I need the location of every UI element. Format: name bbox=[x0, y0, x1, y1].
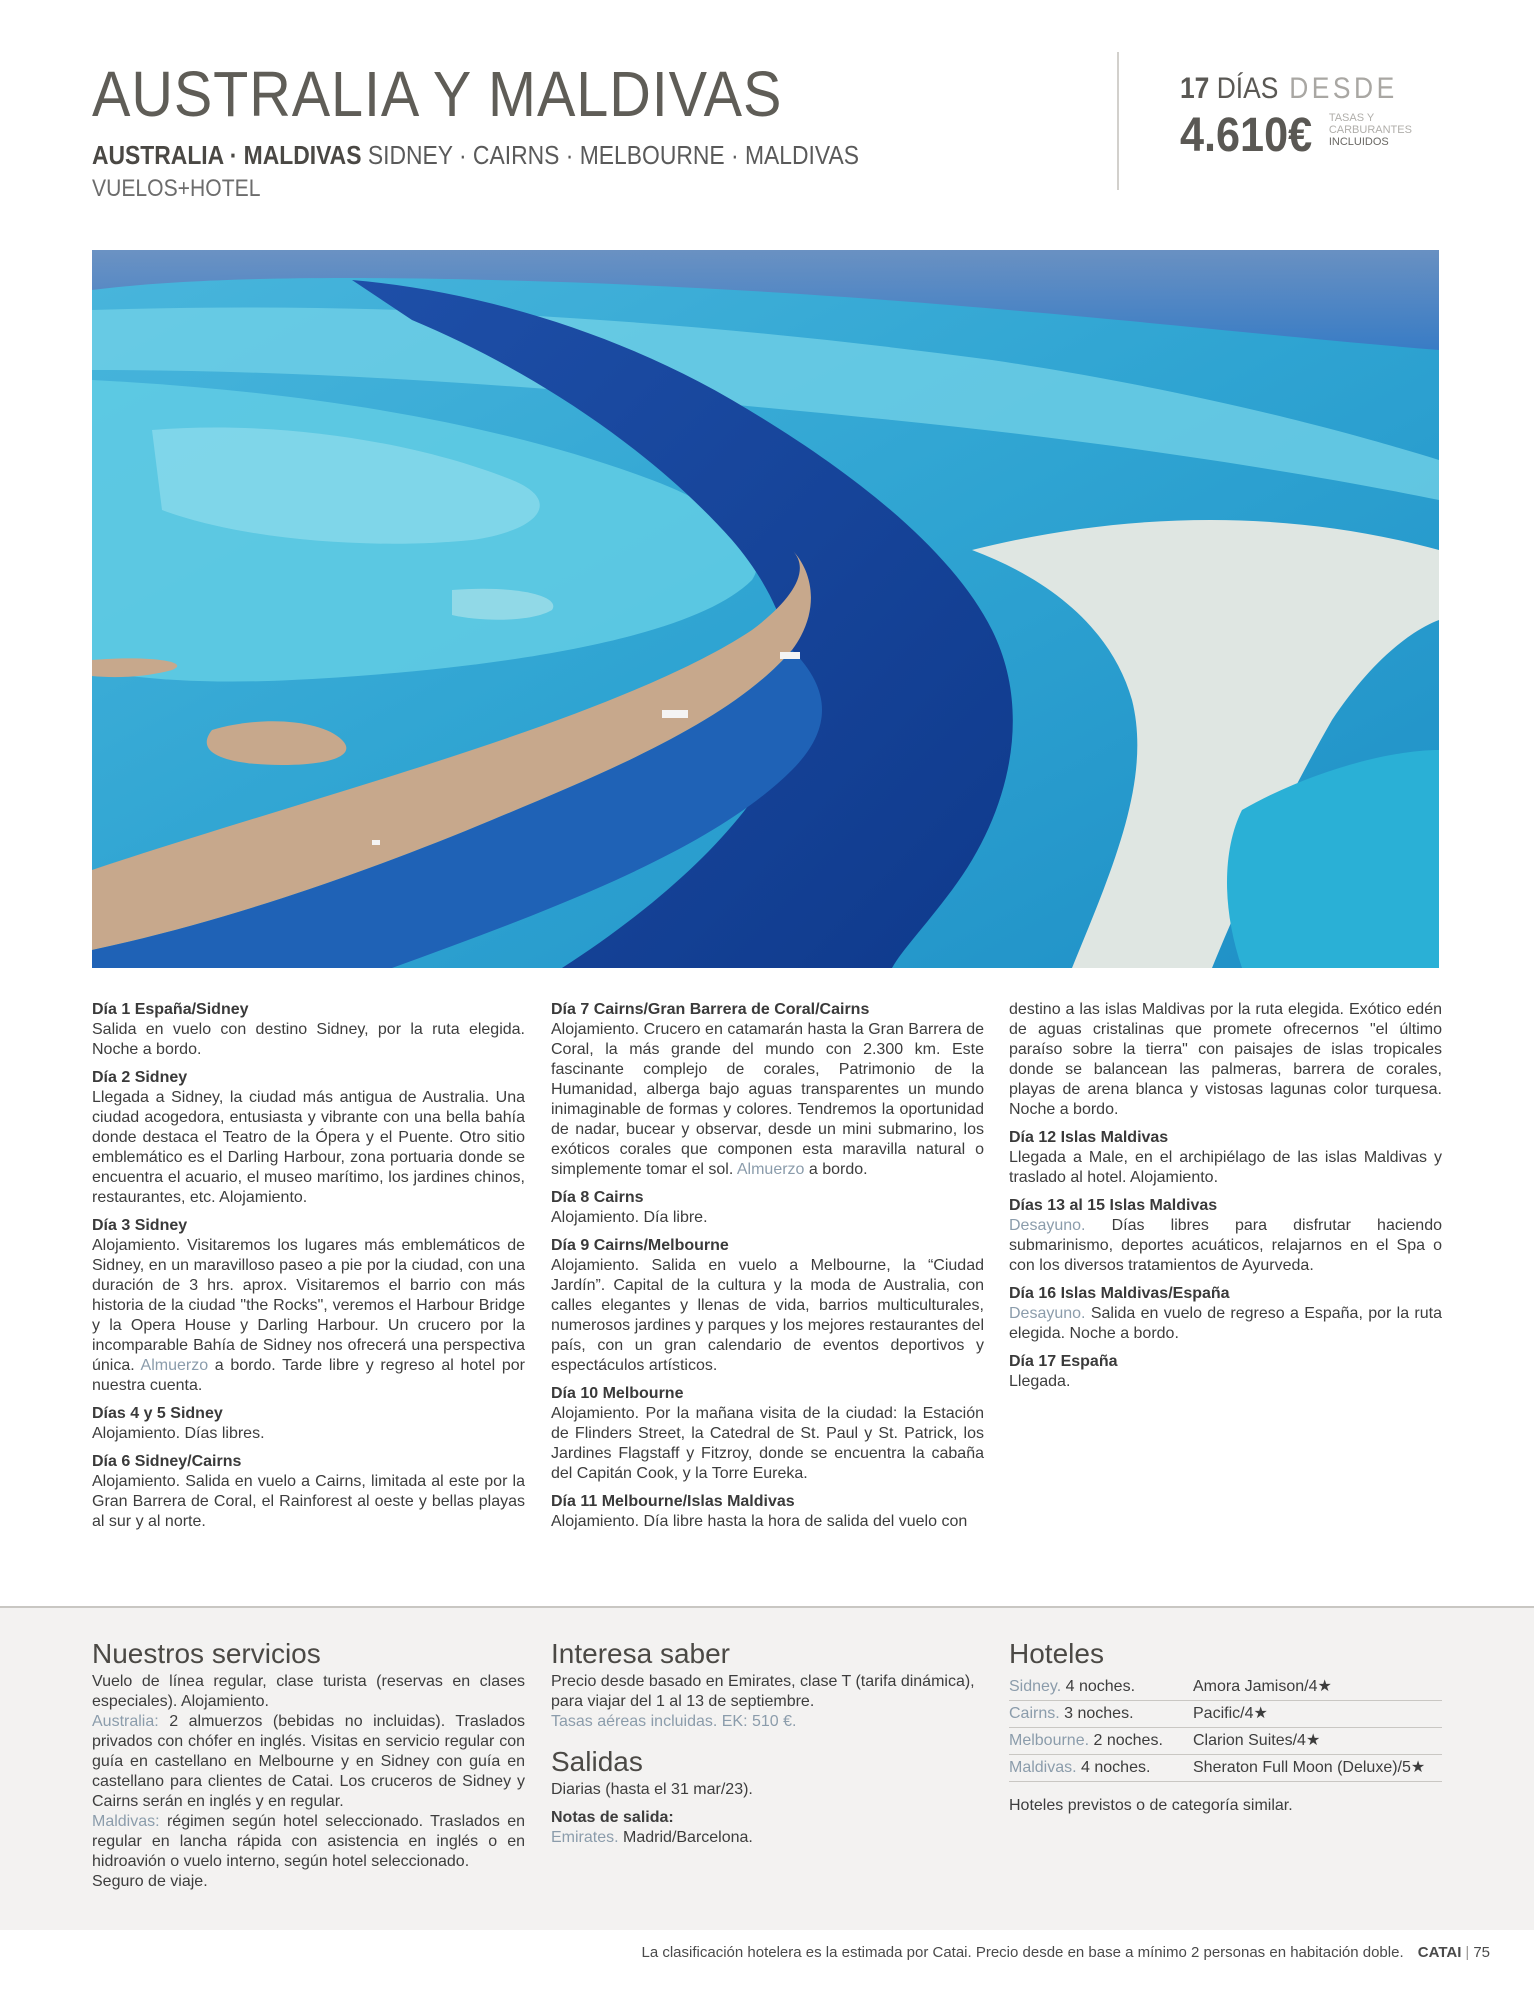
notes-airline: Emirates. bbox=[551, 1829, 619, 1846]
interesa-text: Precio desde basado en Emirates, clase T (tarifa dinámica), para viajar del 1 al 13 de septiembre. bbox=[551, 1673, 975, 1710]
services-label: Australia: bbox=[92, 1713, 159, 1730]
days-number: 17 bbox=[1180, 72, 1210, 105]
info-column bbox=[551, 1638, 984, 1848]
days-line bbox=[1180, 72, 1418, 106]
day-title: Días 4 y 5 Sidney bbox=[92, 1405, 223, 1422]
services-australia bbox=[92, 1712, 525, 1812]
itinerary-day bbox=[551, 1188, 984, 1228]
hotel-nights: 2 noches. bbox=[1093, 1732, 1163, 1749]
itinerary-column-3 bbox=[1009, 1000, 1442, 1400]
hotel-city-cell bbox=[1009, 1728, 1193, 1755]
itinerary-column-2 bbox=[551, 1000, 984, 1540]
hotels-column bbox=[1009, 1638, 1442, 1816]
table-row bbox=[1009, 1674, 1442, 1701]
hotel-name: Pacific/4★ bbox=[1193, 1701, 1442, 1728]
footer-separator: | bbox=[1465, 1944, 1470, 1961]
services-label: Maldivas: bbox=[92, 1813, 160, 1830]
hotel-city-cell bbox=[1009, 1701, 1193, 1728]
salidas-text: Diarias (hasta el 31 mar/23). bbox=[551, 1781, 753, 1798]
hotel-city-cell bbox=[1009, 1755, 1193, 1782]
day-text: Alojamiento. Día libre hasta la hora de salida del vuelo con bbox=[551, 1513, 968, 1530]
hotel-name: Amora Jamison/4★ bbox=[1193, 1674, 1442, 1701]
notes-cities: Madrid/Barcelona. bbox=[623, 1829, 753, 1846]
day-text: Alojamiento. Por la mañana visita de la ciudad: la Estación de Flinders Street, la Catedral de St. Paul y St. Patrick, los Jardines Flagstaff y Fitzroy, donde se encuentra la cabaña del Capitán Cook, y la Torre Eureka. bbox=[551, 1405, 984, 1482]
day-text-part: Salida en vuelo de regreso a España, por la ruta elegida. Noche a bordo. bbox=[1009, 1305, 1442, 1342]
notes-title: Notas de salida: bbox=[551, 1809, 674, 1826]
day-text bbox=[1009, 1216, 1442, 1276]
page-subtitle bbox=[92, 140, 1280, 171]
services-column bbox=[92, 1638, 525, 1892]
day-text: Alojamiento. Días libres. bbox=[92, 1425, 265, 1442]
services-text: Seguro de viaje. bbox=[92, 1873, 208, 1890]
services-text: régimen según hotel seleccionado. Traslados en regular en lancha rápida con asistencia en inglés o en hidroavión o vuelo interno, según hotel seleccionado. bbox=[92, 1813, 525, 1870]
day-title: Día 16 Islas Maldivas/España bbox=[1009, 1285, 1230, 1302]
itinerary-day-continued bbox=[1009, 1000, 1442, 1120]
hotel-nights: 4 noches. bbox=[1065, 1678, 1136, 1695]
services-text: Vuelo de línea regular, clase turista (reservas en clases especiales). Alojamiento. bbox=[92, 1673, 525, 1710]
services-heading: Nuestros servicios bbox=[92, 1638, 321, 1669]
day-title: Días 13 al 15 Islas Maldivas bbox=[1009, 1197, 1218, 1214]
day-text-part: a bordo. bbox=[808, 1161, 868, 1178]
day-title: Día 1 España/Sidney bbox=[92, 1001, 249, 1018]
day-text-part: Alojamiento. Visitaremos los lugares más emblemáticos de Sidney, en un maravilloso paseo a pie por la ciudad, con una duración de 3 hrs. aprox. Visitaremos el barrio con más historia de la ciudad "the Rocks", veremos el Harbour Bridge y la Opera House y Darling Harbour. Un crucero por la incomparable Bahía de Sidney nos ofrecerá una perspectiva única. bbox=[92, 1237, 525, 1374]
hotel-name: Clarion Suites/4★ bbox=[1193, 1728, 1442, 1755]
day-text: Alojamiento. Salida en vuelo a Cairns, limitada al este por la Gran Barrera de Coral, el Rainforest al oeste y bellas playas al sur y al norte. bbox=[92, 1473, 525, 1530]
trip-type: VUELOS+HOTEL bbox=[92, 175, 261, 202]
salidas-heading: Salidas bbox=[551, 1746, 643, 1777]
day-title: Día 11 Melbourne/Islas Maldivas bbox=[551, 1493, 795, 1510]
day-text-part: Días libres para disfrutar haciendo submarinismo, deportes acuáticos, relajarnos en el Spa o con los diversos tratamientos de Ayurveda. bbox=[1009, 1217, 1442, 1274]
brand-name: CATAI bbox=[1417, 1944, 1462, 1961]
day-text: destino a las islas Maldivas por la ruta elegida. Exótico edén de aguas cristalinas que promete ofrecernos "el último paraíso sobre la tierra" con paisajes de islas tropicales donde se balancean las palmeras, barrera de corales, playas de arena blanca y vistosas lagunas color turquesa. Noche a bordo. bbox=[1009, 1001, 1442, 1118]
services-band bbox=[0, 1606, 1534, 1930]
page-number: 75 bbox=[1473, 1944, 1490, 1961]
price-divider bbox=[1117, 52, 1119, 190]
day-text bbox=[92, 1236, 525, 1396]
day-text-part: Alojamiento. Crucero en catamarán hasta la Gran Barrera de Coral, la más grande del mundo con 2.300 km. Este fascinante complejo de corales, Patrimonio de la Humanidad, alberga bajo aguas transparentes un mundo inimaginable de formas y colores. Tendremos la oportunidad de nadar, bucear y observar, desde un mini submarino, los exóticos corales que componen esta maravilla natural o simplemente tomar el sol. bbox=[551, 1021, 984, 1178]
hotel-city: Maldivas. bbox=[1009, 1759, 1077, 1776]
itinerary-day bbox=[1009, 1196, 1442, 1276]
table-row bbox=[1009, 1755, 1442, 1782]
page-title: AUSTRALIA Y MALDIVAS bbox=[92, 58, 783, 130]
footer-note: La clasificación hotelera es la estimada por Catai. Precio desde en base a mínimo 2 personas en habitación doble. bbox=[641, 1944, 1404, 1961]
itinerary-day bbox=[92, 1404, 525, 1444]
subtitle-cities: SIDNEY · CAIRNS · MELBOURNE · MALDIVAS bbox=[367, 140, 859, 170]
day-text: Llegada a Sidney, la ciudad más antigua de Australia. Una ciudad acogedora, entusiasta y vibrante con una bella bahía donde destaca el Teatro de la Ópera y el Puente. Otro sitio emblemático es el Darling Harbour, zona portuaria donde se encuentra el acuario, el museo marítimo, los jardines chinos, restaurantes, etc. Alojamiento. bbox=[92, 1089, 525, 1206]
interesa-heading: Interesa saber bbox=[551, 1638, 730, 1669]
taxes-note bbox=[1329, 112, 1412, 148]
day-title: Día 12 Islas Maldivas bbox=[1009, 1129, 1169, 1146]
itinerary-day bbox=[92, 1068, 525, 1208]
hotel-name: Sheraton Full Moon (Deluxe)/5★ bbox=[1193, 1755, 1442, 1782]
services-maldives bbox=[92, 1812, 525, 1872]
taxes-line-2: CARBURANTES bbox=[1328, 124, 1412, 136]
itinerary-day bbox=[551, 1492, 984, 1532]
hotels-table bbox=[1009, 1674, 1442, 1782]
hotel-nights: 3 noches. bbox=[1064, 1705, 1134, 1722]
itinerary-column-1 bbox=[92, 1000, 525, 1540]
table-row bbox=[1009, 1701, 1442, 1728]
day-title: Día 2 Sidney bbox=[92, 1069, 188, 1086]
desde-label: DESDE bbox=[1289, 72, 1398, 105]
day-title: Día 10 Melbourne bbox=[551, 1385, 684, 1402]
day-title: Día 17 España bbox=[1009, 1353, 1118, 1370]
day-text: Alojamiento. Salida en vuelo a Melbourne, la “Ciudad Jardín”. Capital de la cultura y la moda de Australia, con calles elegantes y llenas de vida, barrios multiculturales, numerosos jardines y parques y los mejores restaurantes del país, con un gran calendario de eventos deportivos y espectáculos artísticos. bbox=[551, 1257, 984, 1374]
day-title: Día 8 Cairns bbox=[551, 1189, 644, 1206]
itinerary-day bbox=[92, 1216, 525, 1396]
boat-icon bbox=[662, 710, 688, 718]
day-text: Llegada a Male, en el archipiélago de las islas Maldivas y traslado al hotel. Alojamiento. bbox=[1009, 1149, 1442, 1186]
itinerary-day bbox=[92, 1000, 525, 1060]
page-footer bbox=[0, 1944, 1490, 1961]
hotel-city: Cairns. bbox=[1009, 1705, 1060, 1722]
hotel-nights: 4 noches. bbox=[1081, 1759, 1151, 1776]
services-text: 2 almuerzos (bebidas no incluidas). Traslados privados con chófer en inglés. Visitas en servicio regular con guía en castellano en Melbourne y en Sidney con guía en castellano para clientes de Catai. Los cruceros de Sidney y Cairns serán en inglés y en regular. bbox=[92, 1713, 526, 1810]
days-label: DÍAS bbox=[1216, 72, 1279, 105]
day-title: Día 7 Cairns/Gran Barrera de Coral/Cairns bbox=[551, 1001, 870, 1018]
hotels-footnote: Hoteles previstos o de categoría similar. bbox=[1009, 1797, 1293, 1814]
itinerary-day bbox=[551, 1236, 984, 1376]
day-text-part: a bordo. Tarde libre y regreso al hotel por nuestra cuenta. bbox=[92, 1357, 526, 1394]
day-title: Día 3 Sidney bbox=[92, 1217, 188, 1234]
hotels-heading: Hoteles bbox=[1009, 1638, 1104, 1669]
meal-highlight: Almuerzo bbox=[736, 1161, 805, 1178]
day-text: Alojamiento. Día libre. bbox=[551, 1209, 708, 1226]
hotel-city: Sidney. bbox=[1009, 1678, 1062, 1695]
price-amount: 4.610€ bbox=[1180, 109, 1313, 162]
day-text bbox=[1009, 1304, 1442, 1344]
meal-highlight: Desayuno. bbox=[1009, 1305, 1086, 1322]
hotel-city-cell bbox=[1009, 1674, 1193, 1701]
subtitle-countries: AUSTRALIA · MALDIVAS bbox=[92, 140, 362, 170]
itinerary-day bbox=[1009, 1284, 1442, 1344]
boat-icon bbox=[372, 840, 380, 845]
hotel-city: Melbourne. bbox=[1009, 1732, 1090, 1749]
day-text: Salida en vuelo con destino Sidney, por la ruta elegida. Noche a bordo. bbox=[92, 1021, 525, 1058]
table-row bbox=[1009, 1728, 1442, 1755]
meal-highlight: Desayuno. bbox=[1009, 1217, 1086, 1234]
reef-illustration bbox=[92, 250, 1439, 968]
hero-reef-image bbox=[92, 250, 1439, 968]
taxes-line-3: INCLUIDOS bbox=[1328, 136, 1389, 148]
itinerary-day bbox=[1009, 1352, 1442, 1392]
day-title: Día 6 Sidney/Cairns bbox=[92, 1453, 242, 1470]
taxes-line-1: TASAS Y bbox=[1328, 112, 1375, 124]
itinerary-day bbox=[551, 1000, 984, 1180]
itinerary-day bbox=[1009, 1128, 1442, 1188]
itinerary bbox=[92, 1000, 1442, 1580]
itinerary-day bbox=[92, 1452, 525, 1532]
notes-text bbox=[551, 1828, 984, 1848]
day-title: Día 9 Cairns/Melbourne bbox=[551, 1237, 729, 1254]
interesa-taxes: Tasas aéreas incluidas. EK: 510 €. bbox=[551, 1713, 797, 1730]
price-box bbox=[1180, 72, 1450, 192]
day-text bbox=[551, 1020, 984, 1180]
itinerary-day bbox=[551, 1384, 984, 1484]
day-text: Llegada. bbox=[1009, 1373, 1071, 1390]
price-line bbox=[1180, 110, 1450, 162]
meal-highlight: Almuerzo bbox=[140, 1357, 209, 1374]
boat-icon bbox=[780, 652, 800, 659]
